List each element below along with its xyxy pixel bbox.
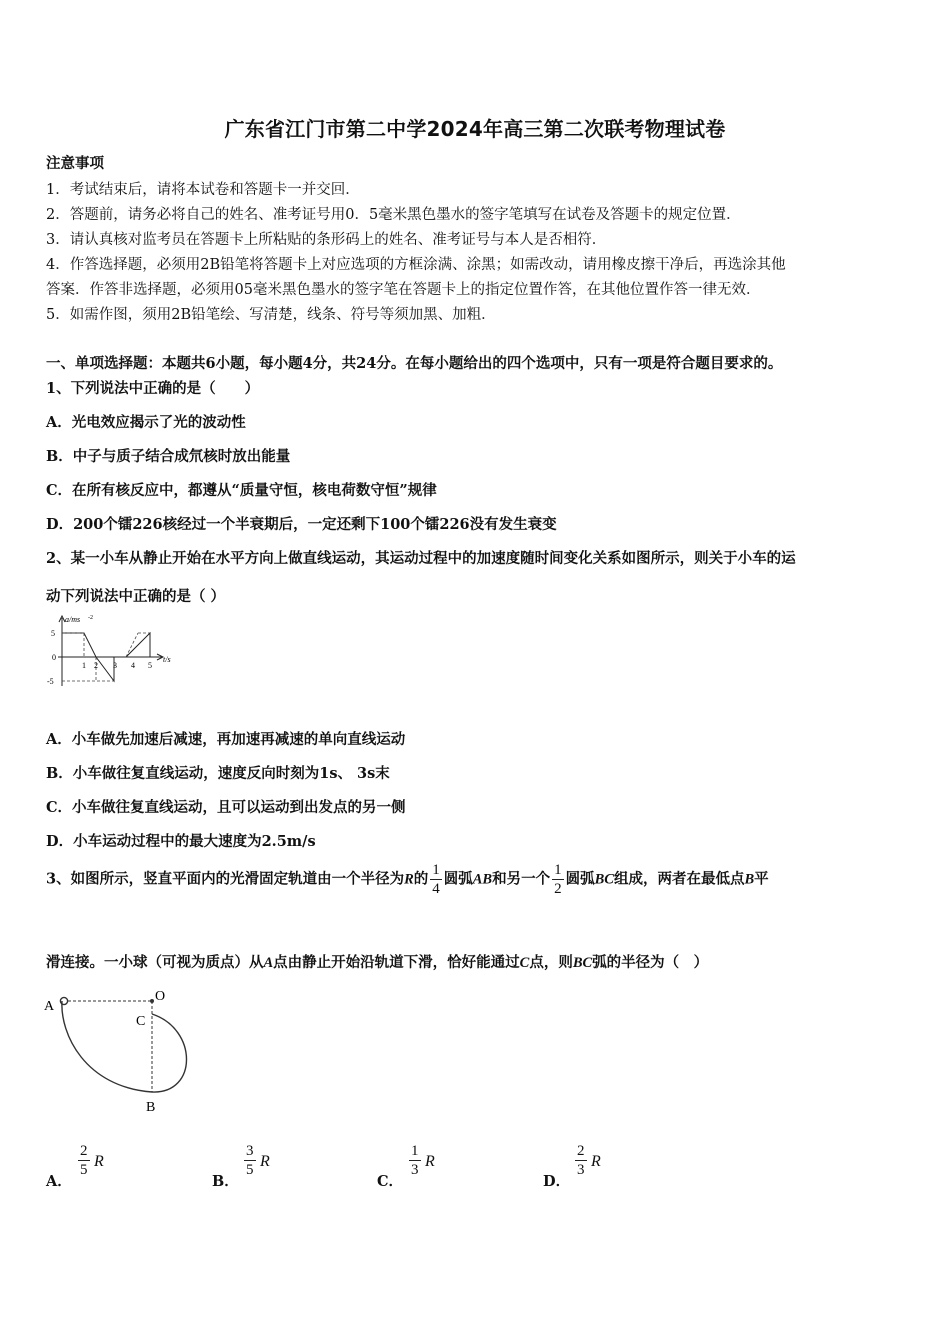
y-tick-label: 0 [52, 653, 56, 662]
x-tick-label: 3 [113, 661, 117, 670]
q3-text: 组成，两者在最低点 [613, 870, 745, 888]
fraction-denominator: 4 [432, 881, 440, 897]
q3-text: 点，则 [529, 954, 573, 971]
q3-var: AB [472, 871, 493, 888]
x-tick-label: 2 [94, 661, 98, 670]
x-tick-label: 1 [82, 661, 86, 670]
y-tick-label: -5 [47, 677, 54, 686]
q3-text: 滑连接。一小球（可视为质点）从 [46, 954, 264, 971]
q1-option-c: C．在所有核反应中，都遵从“质量守恒，核电荷数守恒”规律 [46, 482, 437, 499]
answer-label: B． [212, 1173, 239, 1190]
notice-item: 答案．作答非选择题，必须用05毫米黑色墨水的签字笔在答题卡上的指定位置作答，在其他位置作答一律无效． [46, 282, 761, 298]
q3-text: 圆弧 [443, 870, 473, 888]
notice-item: 5．如需作图，须用2B铅笔绘、写清楚，线条、符号等须加黑、加粗． [46, 307, 496, 323]
center-point-o [150, 999, 154, 1003]
answer-fraction [78, 1142, 90, 1179]
q2-option-b: B．小车做往复直线运动，速度反向时刻为1s、 3s末 [46, 765, 390, 782]
q3-text: 的 [413, 870, 429, 888]
point-label-a: A [44, 999, 55, 1014]
q3-text: 3、如图所示，竖直平面内的光滑固定轨道由一个半径为 [46, 870, 405, 888]
answer-label: D． [543, 1173, 571, 1190]
q3-text: 弧的半径为（ ） [592, 954, 709, 971]
fraction-denominator: 5 [80, 1162, 88, 1178]
fraction-denominator: 3 [411, 1162, 419, 1178]
answer-fraction [575, 1142, 587, 1179]
q3-text: 平 [754, 870, 769, 888]
fraction-numerator: 1 [411, 1143, 419, 1159]
fraction-denominator: 3 [577, 1162, 585, 1178]
q1-option-d: D．200个镭226核经过一个半衰期后，一定还剩下100个镭226没有发生衰变 [46, 516, 557, 533]
q2-stem-line2: 动下列说法中正确的是（ ） [46, 588, 226, 605]
q2-option-c: C．小车做往复直线运动，且可以运动到出发点的另一侧 [46, 799, 406, 816]
acceleration-time-graph [44, 612, 184, 692]
notice-item: 3．请认真核对监考员在答题卡上所粘贴的条形码上的姓名、准考证号与本人是否相符． [46, 232, 607, 248]
notice-item: 4．作答选择题，必须用2B铅笔将答题卡上对应选项的方框涂满、涂黑；如需改动，请用橡皮擦干净后，再选涂其他 [46, 257, 786, 273]
q3-stem-line1 [46, 861, 769, 898]
answer-label: C． [377, 1173, 404, 1190]
q1-option-a: A．光电效应揭示了光的波动性 [46, 414, 246, 431]
y-axis-label-exponent: -2 [88, 615, 93, 621]
answer-label: A． [46, 1173, 72, 1190]
answer-var: R [260, 1153, 270, 1170]
point-label-b: B [146, 1100, 156, 1115]
q3-text: 圆弧 [565, 870, 595, 888]
q3-text: 和另一个 [492, 870, 551, 888]
answer-var: R [591, 1153, 601, 1170]
y-axis-label: a/ms [65, 615, 81, 624]
x-tick-label: 4 [131, 661, 135, 670]
q2-stem-line1: 2、某一小车从静止开始在水平方向上做直线运动，其运动过程中的加速度随时间变化关系如图所示，则关于小车的运 [46, 550, 796, 567]
fraction-one-quarter [430, 861, 442, 898]
fraction-denominator: 5 [246, 1162, 254, 1178]
q1-stem: 1、下列说法中正确的是（ ） [46, 380, 260, 397]
q3-stem-line2 [46, 951, 708, 972]
q3-var: A [263, 955, 274, 971]
q2-option-a: A．小车做先加速后减速，再加速再减速的单向直线运动 [46, 731, 406, 748]
fraction-one-half [552, 861, 564, 898]
x-axis-label: t/s [163, 655, 171, 664]
answer-fraction [244, 1142, 256, 1179]
q1-option-b: B．中子与质子结合成氘核时放出能量 [46, 448, 291, 465]
q3-var: B [744, 871, 755, 888]
point-label-c: C [136, 1014, 146, 1029]
q3-var: BC [594, 871, 614, 888]
page-title: 广东省江门市第二中学2024年高三第二次联考物理试卷 [224, 117, 726, 141]
guide-line [126, 633, 138, 657]
fraction-numerator: 1 [554, 862, 562, 878]
q3-var: BC [572, 955, 593, 971]
q2-option-d: D．小车运动过程中的最大速度为2.5m/s [46, 833, 316, 850]
fraction-numerator: 2 [577, 1143, 585, 1159]
half-arc-bc [152, 1014, 187, 1092]
notice-heading: 注意事项 [46, 155, 104, 172]
notice-item: 1．考试结束后，请将本试卷和答题卡一并交回． [46, 182, 360, 198]
fraction-denominator: 2 [554, 881, 562, 897]
fraction-numerator: 1 [432, 862, 440, 878]
point-label-o: O [155, 989, 166, 1004]
q3-var: C [519, 955, 530, 971]
q3-var: R [404, 871, 414, 888]
y-tick-label: 5 [51, 629, 55, 638]
q3-text: 点由静止开始沿轨道下滑，恰好能通过 [273, 954, 520, 971]
fraction-numerator: 3 [246, 1143, 254, 1159]
answer-fraction [409, 1142, 421, 1179]
answer-var: R [94, 1153, 104, 1170]
x-tick-label: 5 [148, 661, 152, 670]
answer-var: R [425, 1153, 435, 1170]
fraction-numerator: 2 [80, 1143, 88, 1159]
section-heading: 一、单项选择题：本题共6小题，每小题4分，共24分。在每小题给出的四个选项中，只有一项是符合题目要求的。 [46, 355, 783, 372]
notice-item: 2．答题前，请务必将自己的姓名、准考证号用0．5毫米黑色墨水的签字笔填写在试卷及答题卡的规定位置． [46, 207, 741, 223]
track-figure [40, 984, 210, 1116]
